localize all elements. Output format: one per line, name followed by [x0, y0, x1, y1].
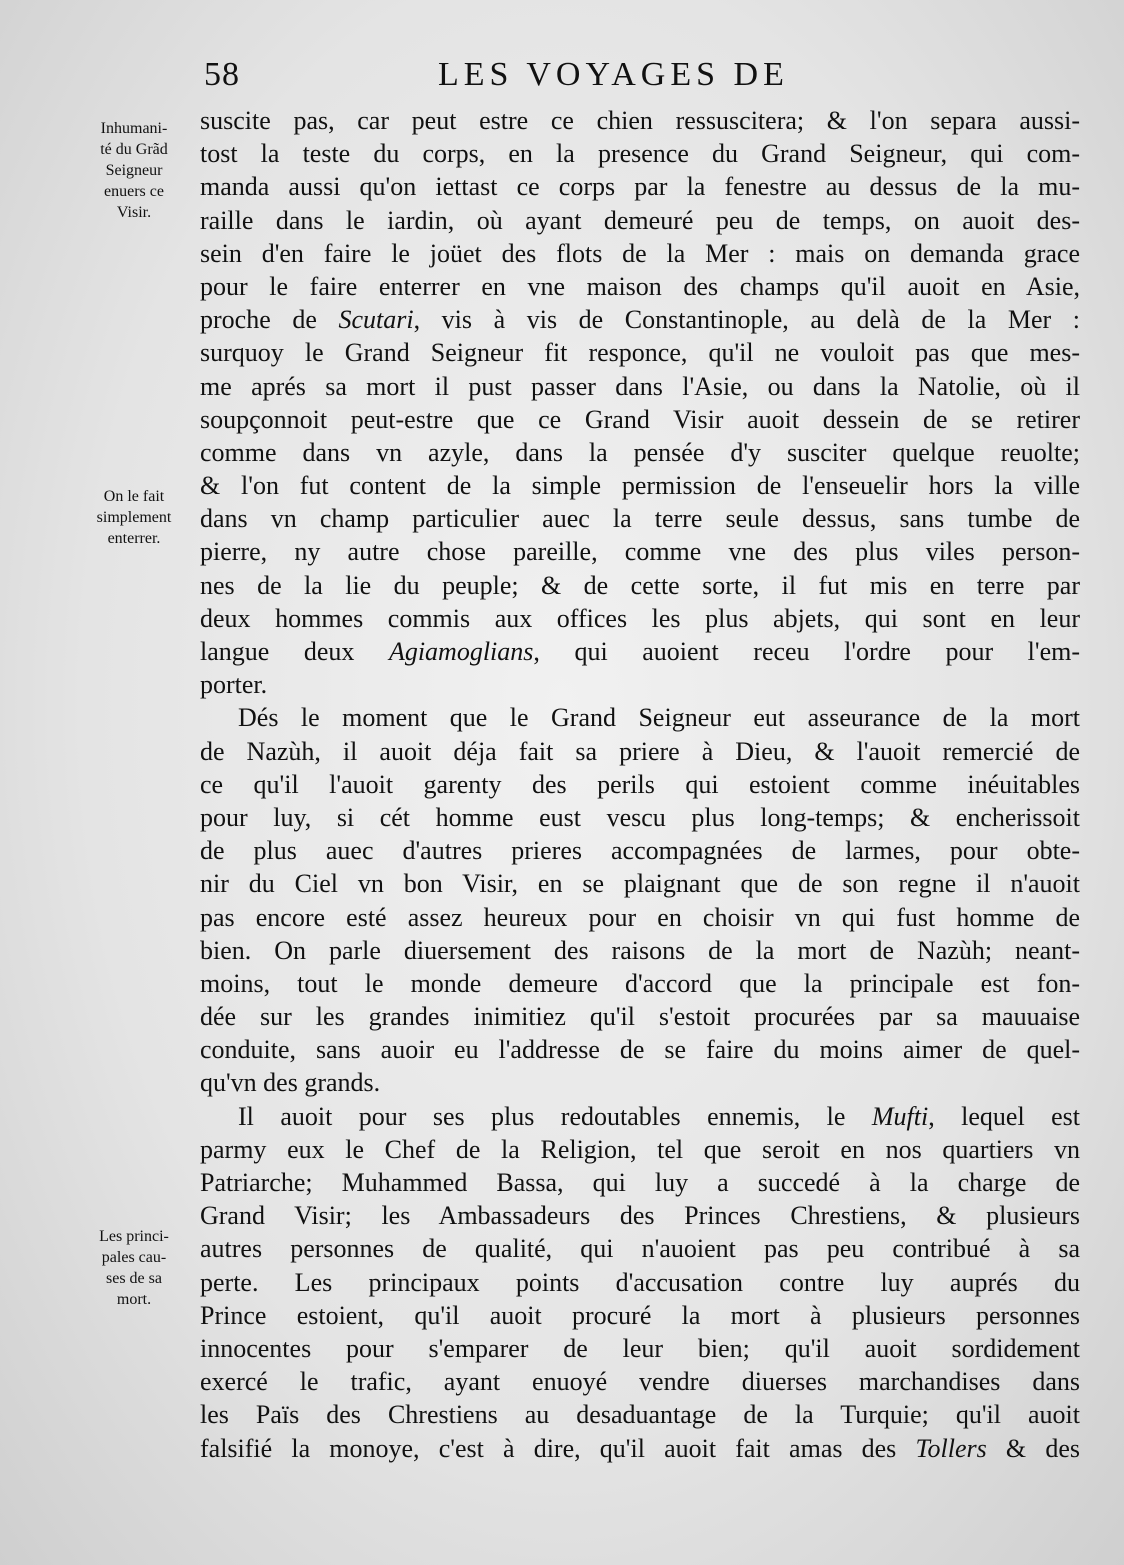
text-line: proche de Scutari, vis à vis de Constantinople, au delà de la Mer : [200, 305, 1080, 335]
text-line: surquoy le Grand Seigneur fit responce, qu'il ne vouloit pas que mes- [200, 338, 1080, 368]
italic-term: Scutari [338, 305, 414, 335]
text-line: porter. [200, 670, 268, 700]
text-line: parmy eux le Chef de la Religion, tel que seroit en nos quartiers vn [200, 1134, 1080, 1164]
text-line: nir du Ciel vn bon Visir, en se plaignant que de son regne il n'auoit [200, 869, 1080, 899]
text-line: pas encore esté assez heureux pour en choisir vn qui fust homme de [200, 902, 1080, 932]
margin-note-line: ses de sa [106, 1270, 162, 1287]
text-line: autres personnes de qualité, qui n'auoient pas peu contribué à sa [200, 1234, 1080, 1264]
text-line: falsifié la monoye, c'est à dire, qu'il auoit fait amas des Tollers & des [200, 1433, 1080, 1463]
text-line: pour le faire enterrer en vne maison des champs qu'il auoit en Asie, [200, 271, 1080, 301]
text-line: ce qu'il l'auoit garenty des perils qui estoient comme inéuitables [200, 769, 1080, 799]
text-line: exercé le trafic, ayant enuoyé vendre diuerses marchandises dans [200, 1367, 1080, 1397]
text-line: nes de la lie du peuple; & de cette sorte, il fut mis en terre par [200, 570, 1080, 600]
text-line: me aprés sa mort il pust passer dans l'Asie, ou dans la Natolie, où il [200, 371, 1080, 401]
margin-note-line: Visir. [116, 204, 152, 221]
text-line: perte. Les principaux points d'accusation contre luy auprés du [200, 1267, 1080, 1297]
margin-note-causes [78, 1226, 190, 1310]
text-line: Grand Visir; les Ambassadeurs des Princes Chrestiens, & plusieurs [200, 1201, 1080, 1231]
text-line: Dés le moment que le Grand Seigneur eut asseurance de la mort [238, 703, 1080, 733]
margin-note-line: pales cau- [101, 1249, 167, 1266]
text-line: & l'on fut content de la simple permission de l'enseuelir hors la ville [200, 471, 1080, 501]
margin-note-line: Les princi- [99, 1228, 169, 1245]
margin-note-line: Seigneur [105, 162, 163, 179]
text-line: Il auoit pour ses plus redoutables ennemis, le Mufti, lequel est [238, 1101, 1080, 1131]
text-line: Patriarche; Muhammed Bassa, qui luy a succedé à la charge de [200, 1168, 1080, 1197]
text-line: langue deux Agiamoglians, qui auoient receu l'ordre pour l'em- [200, 637, 1080, 666]
body-text [200, 104, 1080, 1465]
text-line: pour luy, si cét homme eust vescu plus long-temps; & encherissoit [200, 802, 1080, 832]
text-line: moins, tout le monde demeure d'accord que la principale est fon- [200, 968, 1080, 998]
page-number: 58 [204, 56, 240, 93]
margin-note-line: mort. [116, 1291, 152, 1308]
text-line: sein d'en faire le joüet des flots de la Mer : mais on demanda grace [200, 238, 1080, 268]
margin-note-inhumanite [78, 118, 190, 223]
text-line: manda aussi qu'on iettast ce corps par la fenestre au dessus de la mu- [200, 172, 1080, 202]
text-line: de plus auec d'autres prieres accompagnées de larmes, pour obte- [200, 836, 1080, 866]
text-line: les Païs des Chrestiens au desaduantage de la Turquie; qu'il auoit [200, 1400, 1080, 1430]
margin-note-line: enterrer. [107, 530, 161, 547]
text-line: bien. On parle diuersement des raisons de la mort de Nazùh; neant- [200, 935, 1080, 965]
text-line: soupçonnoit peut-estre que ce Grand Visir auoit dessein de se retirer [200, 404, 1080, 434]
text-line: dée sur les grandes inimitiez qu'il s'estoit procurées par sa mauuaise [200, 1002, 1080, 1032]
text-line: comme dans vn azyle, dans la pensée d'y susciter quelque reuolte; [200, 437, 1080, 467]
italic-term: Agiamoglians [388, 637, 534, 666]
italic-term: Tollers [915, 1433, 987, 1463]
text-line: Prince estoient, qu'il auoit procuré la mort à plusieurs personnes [200, 1300, 1080, 1330]
text-line: innocentes pour s'emparer de leur bien; qu'il auoit sordidement [200, 1333, 1080, 1363]
margin-note-line: enuers ce [104, 183, 164, 200]
margin-note-line: simplement [96, 509, 172, 526]
text-line: pierre, ny autre chose pareille, comme vne des plus viles person- [200, 537, 1080, 567]
margin-note-line: On le fait [103, 488, 165, 505]
text-line: raille dans le iardin, où ayant demeuré peu de temps, on auoit des- [200, 205, 1080, 235]
italic-term: Mufti [871, 1101, 929, 1131]
margin-note-line: té du Grãd [100, 141, 168, 158]
text-line: deux hommes commis aux offices les plus abjets, qui sont en leur [200, 603, 1080, 633]
margin-note-line: Inhumani- [100, 120, 168, 137]
margin-note-enterrer [78, 486, 190, 549]
running-title: LES VOYAGES DE [438, 56, 789, 93]
text-line: de Nazùh, il auoit déja fait sa priere à Dieu, & l'auoit remercié de [200, 736, 1080, 766]
text-line: dans vn champ particulier auec la terre seule dessus, sans tumbe de [200, 504, 1080, 534]
text-line: suscite pas, car peut estre ce chien ressuscitera; & l'on separa aussi- [200, 106, 1080, 135]
text-line: conduite, sans auoir eu l'addresse de se faire du moins aimer de quel- [200, 1035, 1080, 1065]
text-line: tost la teste du corps, en la presence du Grand Seigneur, qui com- [200, 139, 1080, 169]
page-header [200, 56, 1100, 96]
text-line: qu'vn des grands. [200, 1068, 381, 1098]
